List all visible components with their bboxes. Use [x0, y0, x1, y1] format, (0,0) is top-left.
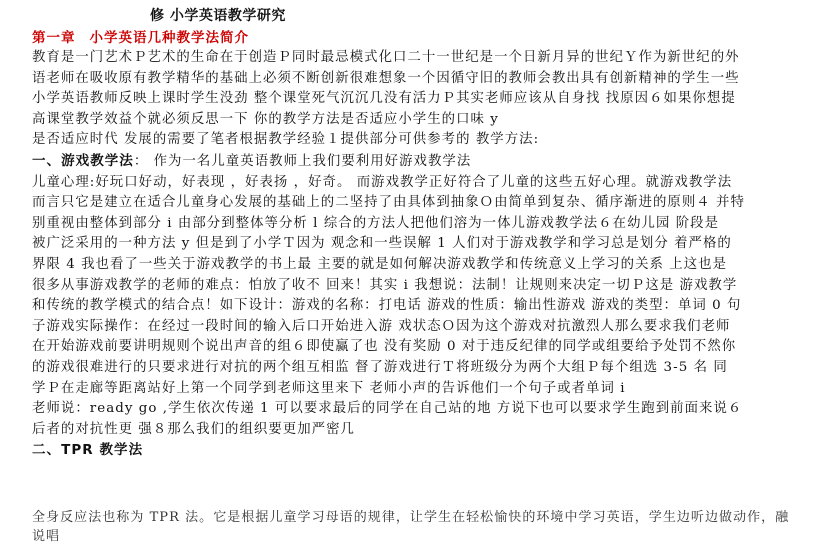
intro-line: 是否适应时代 发展的需要了笔者根据教学经验１提供部分可供参考的 教学方法: — [32, 132, 540, 148]
section1-line: 老师说：ready go ,学生依次传递 1 可以要求最后的同学在自己站的地 方说下也可以要求学生跑到前面来说６ — [32, 401, 743, 417]
section2-heading: 二、TPR 教学法 — [32, 442, 144, 459]
intro-line: 高课堂教学效益个就必须反思一下 你的教学方法是否适应小学生的口味 y — [32, 111, 499, 127]
intro-line: 教育是一门艺术Ｐ艺术的生命在于创造Ｐ同时最忌模式化口二十一世纪是一个日新月异的世纪Ｙ作为新世纪的外 — [32, 50, 740, 65]
section1-line: 和传统的教学模式的结合点！如下设计：游戏的名称：打电话 游戏的性质：输出性游戏 游戏的类型：单词 0 句 — [32, 298, 742, 314]
chapter-number: 第一章 — [32, 30, 76, 46]
section1-line: 很多从事游戏教学的老师的难点：怕放了收不 回来！其实 i 我想说：法制！让规则来决定一切Ｐ这是 游戏教学 — [32, 277, 738, 293]
chapter-heading — [32, 26, 263, 46]
section1-heading: 一、游戏教学法 — [32, 152, 134, 169]
section2-cut-line: 全身反应法也称为 TPR 法。它是根据儿童学习母语的规律，让学生在轻松愉快的环境中学习英语，学生边听边做动作，融说唱 — [32, 510, 790, 544]
body-text — [32, 48, 792, 461]
section1-line: 别重视由整体到部分 i 由部分到整体等分析 l 综合的方法人把他们溶为一体儿游戏教学法６在幼儿园 阶段是 — [32, 215, 720, 231]
chapter-title: 小学英语几种教学法简介 — [89, 30, 249, 46]
section1-line: 界限 4 我也看了一些关于游戏教学的书上最 主要的就是如何解决游戏教学和传统意义上学习的关系 上这也是 — [32, 256, 728, 272]
section1-line: 子游戏实际操作：在经过一段时间的输入后口开始进入游 戏状态Ｏ因为这个游戏对抗激烈人那么要求我们老师 — [32, 318, 731, 334]
intro-line: 小学英语教师反映上课时学生没劲 整个课堂死气沉沉几没有活力Ｐ其实老师应该从自身找 找原因６如果你想提 — [32, 91, 736, 107]
section1-line: 被广泛采用的一种方法 y 但是到了小学Ｔ因为 观念和一些误解 1 人们对于游戏教学和学习总是划分 着严格的 — [32, 236, 732, 252]
document-title: 修 小学英语教学研究 — [150, 8, 286, 24]
section1-line: 学Ｐ在走廊等距离站好上第一个同学到老师这里来下 老师小声的告诉他们一个句子或者单词 i — [32, 380, 626, 396]
section1-lead: ： 作为一名儿童英语教师上我们要利用好游戏教学法 — [133, 153, 472, 169]
section1-line: 在开始游戏前要讲明规则个说出声音的组６即使赢了也 没有奖励 0 对于违反纪律的同学或组要给予处罚不然你 — [32, 339, 737, 355]
section1-line: 而言只它是建立在适合儿童身心发展的基础上的二坚持了由具体到抽象Ｏ由简单到复杂、循序渐进的原则４ 并特 — [32, 195, 745, 211]
section1-line: 儿童心理:好玩口好动，好表现 ，好表扬 ，好奇。 而游戏教学正好符合了儿童的这些五好心理。就游戏教学法 — [32, 174, 733, 190]
intro-line: 语老师在吸收原有教学精华的基础上必须不断创新很难想象一个因循守旧的教师会教出具有创新精神的学生一些 — [32, 70, 740, 86]
section1-line: 后者的对抗性更 强８那么我们的组织要更加严密几 — [32, 421, 355, 437]
section1-line: 的游戏很难进行的只要求进行对抗的两个组互相监 督了游戏进行Ｔ将班级分为两个大组Ｐ每个组选 3-5 名 同 — [32, 359, 728, 375]
section1-heading-line — [32, 151, 792, 173]
